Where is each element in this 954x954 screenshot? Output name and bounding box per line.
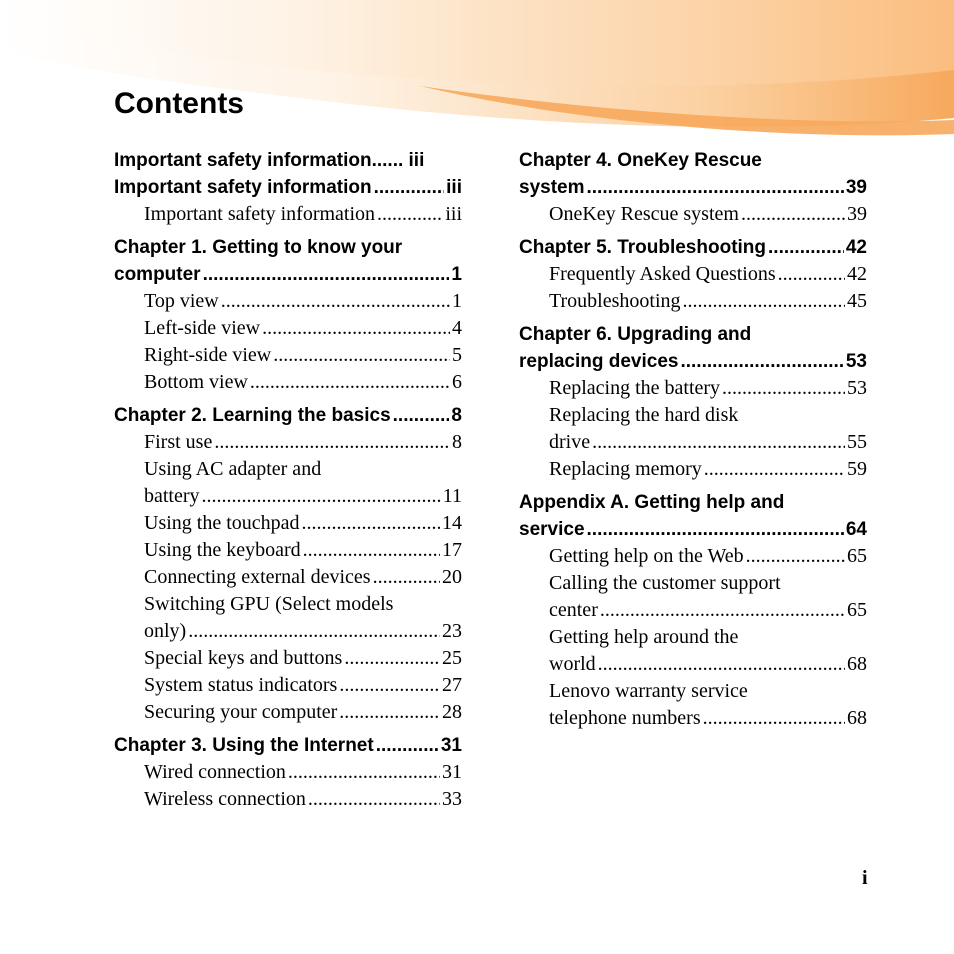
toc-entry-link-title: center — [549, 599, 598, 621]
chapter-link-page: 42 — [845, 237, 867, 258]
toc-entry-link-page: 28 — [442, 701, 462, 723]
dot-leader — [339, 672, 440, 699]
toc-entry-link-page: 31 — [442, 761, 462, 783]
toc-chapter — [114, 732, 462, 813]
toc-right-column — [519, 147, 867, 738]
chapter-link[interactable] — [519, 348, 867, 375]
toc-entry-link[interactable] — [519, 201, 867, 228]
toc-entry-link[interactable] — [114, 315, 462, 342]
dot-leader — [778, 261, 845, 288]
toc-entry-line: Getting help around the — [549, 626, 739, 648]
toc-entry-link-page: 23 — [442, 620, 462, 642]
toc-entry-link[interactable] — [114, 342, 462, 369]
toc-entry-link[interactable] — [114, 201, 462, 228]
dot-leader — [592, 429, 845, 456]
page-title: Contents — [114, 87, 244, 120]
toc-entry-line: Using AC adapter and — [144, 458, 322, 480]
dot-leader — [600, 597, 845, 624]
dot-leader — [250, 369, 450, 396]
toc-entry-link[interactable] — [114, 699, 462, 726]
dot-leader — [188, 618, 440, 645]
toc-entry-link[interactable] — [519, 651, 867, 678]
toc-entry-link-page: 25 — [442, 647, 462, 669]
dot-leader — [598, 651, 845, 678]
chapter-link-page: 8 — [451, 405, 462, 426]
dot-leader — [746, 543, 845, 570]
toc-entry-link-title: Securing your computer — [144, 701, 338, 723]
toc-entry-link-page: 1 — [452, 290, 462, 312]
page-number: i — [862, 867, 868, 889]
chapter-link-title: Chapter 5. Troubleshooting — [519, 237, 767, 258]
dot-leader — [683, 288, 845, 315]
toc-entry-link-title: Right-side view — [144, 344, 272, 366]
chapter-link[interactable] — [519, 234, 867, 261]
toc-entry-link-page: 68 — [847, 653, 867, 675]
toc-chapter — [519, 321, 867, 483]
toc-entry-link-title: Getting help on the Web — [549, 545, 744, 567]
toc-chapter — [519, 234, 867, 315]
dot-leader — [680, 348, 843, 375]
toc-entry-link[interactable] — [114, 537, 462, 564]
toc-entry-link[interactable] — [519, 429, 867, 456]
toc-entry-link[interactable] — [519, 543, 867, 570]
toc-entry-link-page: 8 — [452, 431, 462, 453]
chapter-title-line: Appendix A. Getting help and — [519, 492, 785, 513]
toc-entry-link-page: 55 — [847, 431, 867, 453]
dot-leader — [288, 759, 440, 786]
chapter-link[interactable] — [114, 732, 462, 759]
toc-chapter — [114, 147, 462, 228]
toc-entry-link[interactable] — [519, 288, 867, 315]
dot-leader — [302, 510, 440, 537]
toc-entry-link-page: 11 — [442, 485, 462, 507]
chapter-link-page: 1 — [451, 264, 462, 285]
dot-leader — [393, 402, 450, 429]
toc-entry-link-title: only) — [144, 620, 187, 642]
toc-entry-link[interactable] — [114, 786, 462, 813]
dot-leader — [768, 234, 844, 261]
toc-entry-link-title: OneKey Rescue system — [549, 203, 739, 225]
toc-entry-link-title: battery — [144, 485, 200, 507]
chapter-link-title: Chapter 3. Using the Internet — [114, 735, 374, 756]
toc-entry-line: Lenovo warranty service — [549, 680, 748, 702]
toc-entry-line: Switching GPU (Select models — [144, 593, 394, 615]
dot-leader — [722, 375, 845, 402]
toc-entry-link[interactable] — [519, 705, 867, 732]
toc-entry-link[interactable] — [519, 456, 867, 483]
toc-entry-link-title: Replacing memory — [549, 458, 702, 480]
toc-entry-link-title: Troubleshooting — [549, 290, 681, 312]
toc-entry-link-page: 4 — [452, 317, 462, 339]
toc-entry-link[interactable] — [114, 510, 462, 537]
toc-chapter — [114, 402, 462, 726]
toc-entry-link[interactable] — [114, 618, 462, 645]
toc-entry-link[interactable] — [114, 288, 462, 315]
toc-entry-link-title: Frequently Asked Questions — [549, 263, 776, 285]
dot-leader — [703, 705, 845, 732]
chapter-link-page: 64 — [845, 519, 867, 540]
dot-leader — [377, 201, 443, 228]
dot-leader — [741, 201, 845, 228]
toc-entry-link[interactable] — [519, 375, 867, 402]
toc-entry-link-page: 5 — [452, 344, 462, 366]
dot-leader — [376, 732, 439, 759]
dot-leader — [587, 516, 844, 543]
dot-leader — [221, 288, 450, 315]
dot-leader — [339, 699, 440, 726]
dot-leader — [704, 456, 845, 483]
dot-leader — [587, 174, 844, 201]
toc-entry-link-title: Wired connection — [144, 761, 286, 783]
toc-entry-link[interactable] — [114, 483, 462, 510]
toc-entry-link-page: 33 — [442, 788, 462, 810]
toc-entry-link-page: 45 — [847, 290, 867, 312]
toc-entry-link-title: Left-side view — [144, 317, 261, 339]
toc-entry-link-page: 17 — [442, 539, 462, 561]
chapter-link[interactable] — [519, 516, 867, 543]
chapter-link-page: iii — [446, 177, 462, 198]
toc-chapter — [519, 147, 867, 228]
toc-entry-link-title: Top view — [144, 290, 219, 312]
chapter-link-title: Important safety information — [114, 177, 372, 198]
toc-entry-link-title: First use — [144, 431, 213, 453]
dot-leader — [308, 786, 440, 813]
toc-entry-link-page: 65 — [847, 599, 867, 621]
toc-entry-link-title: drive — [549, 431, 591, 453]
toc-entry-link-title: Using the touchpad — [144, 512, 300, 534]
chapter-title-line: Important safety information...... iii — [114, 150, 425, 171]
toc-entry-link-title: Important safety information — [144, 203, 376, 225]
chapter-link-page: 31 — [440, 735, 462, 756]
toc-entry-line: Replacing the hard disk — [549, 404, 739, 426]
toc-entry-link-title: Special keys and buttons — [144, 647, 343, 669]
toc-entry-line: Calling the customer support — [549, 572, 781, 594]
chapter-link-title: computer — [114, 264, 201, 285]
chapter-link-title: replacing devices — [519, 351, 679, 372]
toc-entry-link-page: 14 — [442, 512, 462, 534]
toc-chapter — [519, 489, 867, 732]
toc-entry-link-page: 6 — [452, 371, 462, 393]
chapter-link[interactable] — [114, 261, 462, 288]
chapter-link[interactable] — [519, 174, 867, 201]
chapter-link-title: Chapter 2. Learning the basics — [114, 405, 391, 426]
dot-leader — [344, 645, 440, 672]
toc-entry-link-title: telephone numbers — [549, 707, 701, 729]
chapter-link-page: 53 — [845, 351, 867, 372]
dot-leader — [373, 564, 440, 591]
toc-left-column — [114, 147, 462, 819]
toc-entry-link[interactable] — [519, 597, 867, 624]
chapter-title-line: Chapter 6. Upgrading and — [519, 324, 752, 345]
toc-entry-link[interactable] — [114, 564, 462, 591]
chapter-link-page: 39 — [845, 177, 867, 198]
toc-entry-link-page: 20 — [442, 566, 462, 588]
dot-leader — [374, 174, 445, 201]
toc-entry-link-title: Replacing the battery — [549, 377, 721, 399]
toc-entry-link-page: 65 — [847, 545, 867, 567]
toc-entry-link-page: iii — [445, 203, 462, 225]
dot-leader — [214, 429, 450, 456]
chapter-title-line: Chapter 1. Getting to know your — [114, 237, 403, 258]
toc-entry-link-title: System status indicators — [144, 674, 338, 696]
toc-entry-link-page: 27 — [442, 674, 462, 696]
chapter-title-line: Chapter 4. OneKey Rescue — [519, 150, 762, 171]
toc-entry-link[interactable] — [519, 261, 867, 288]
toc-entry-link-page: 53 — [847, 377, 867, 399]
toc-entry-link-page: 39 — [847, 203, 867, 225]
toc-entry-link[interactable] — [114, 369, 462, 396]
toc-entry-link-page: 68 — [847, 707, 867, 729]
toc-entry-link-title: Using the keyboard — [144, 539, 301, 561]
toc-entry-link-page: 59 — [847, 458, 867, 480]
toc-entry-link[interactable] — [114, 429, 462, 456]
toc-entry-link-title: world — [549, 653, 596, 675]
toc-entry-link-title: Wireless connection — [144, 788, 306, 810]
toc-entry-link-title: Connecting external devices — [144, 566, 371, 588]
toc-entry-link[interactable] — [114, 759, 462, 786]
chapter-link[interactable] — [114, 174, 462, 201]
dot-leader — [203, 261, 450, 288]
chapter-link-title: system — [519, 177, 585, 198]
chapter-link-title: service — [519, 519, 585, 540]
dot-leader — [202, 483, 441, 510]
toc-entry-link[interactable] — [114, 672, 462, 699]
toc-entry-link-page: 42 — [847, 263, 867, 285]
dot-leader — [262, 315, 450, 342]
chapter-link[interactable] — [114, 402, 462, 429]
toc-chapter — [114, 234, 462, 396]
dot-leader — [273, 342, 450, 369]
toc-entry-link[interactable] — [114, 645, 462, 672]
dot-leader — [303, 537, 440, 564]
toc-entry-link-title: Bottom view — [144, 371, 248, 393]
